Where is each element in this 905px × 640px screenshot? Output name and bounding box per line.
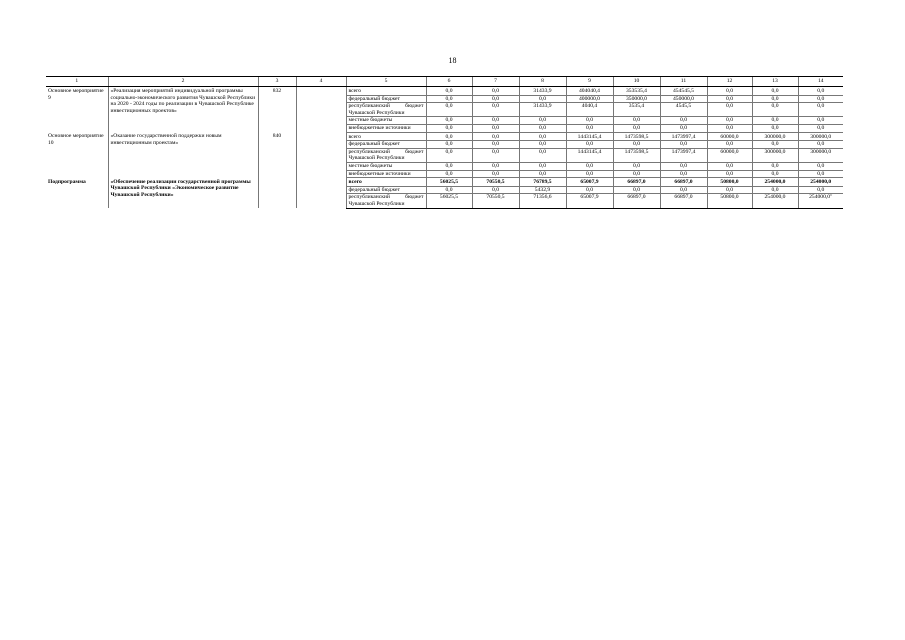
- measure-name-cell: Подпрограмма: [48, 178, 86, 185]
- responsible-code-cell: 840: [258, 132, 296, 178]
- amount-cell: 0,0: [707, 124, 752, 132]
- amount-cell: 454545,5: [660, 87, 707, 96]
- amount-cell: 254000,0: [752, 178, 798, 187]
- amount-cell: 0,0: [472, 186, 519, 194]
- header-cell: 9: [566, 77, 613, 87]
- amount-cell: 0,0: [519, 148, 566, 162]
- amount-cell: 0,0: [707, 87, 752, 96]
- measure-description-cell: «Оказание государственной поддержки новым инвестиционным проектам»: [108, 132, 258, 178]
- amount-cell: 404040,4: [566, 87, 613, 96]
- amount-cell: 0,0: [660, 117, 707, 125]
- amount-cell: 60000,0: [707, 132, 752, 141]
- amount-cell: 0,0: [707, 117, 752, 125]
- amount-cell: 0,0: [660, 124, 707, 132]
- amount-cell: 0,0: [798, 186, 843, 194]
- amount-cell: 0,0: [613, 124, 660, 132]
- measure-description-cell: «Реализация мероприятий индивидуальной программы социально-экономического развития Чувашской Республики на 2020 - 2024 годы по реализации в Чувашской Республике инвестиционных проектов»: [108, 87, 258, 133]
- measure-name-cell: Основное мероприятие 9: [48, 88, 104, 101]
- amount-cell: 0,0: [707, 170, 752, 178]
- amount-cell: 0,0: [660, 141, 707, 149]
- page-number: 18: [448, 56, 457, 65]
- amount-cell: 0,0: [660, 186, 707, 194]
- funding-source-cell: федеральный бюджет: [346, 95, 426, 103]
- amount-cell: 50800,0: [707, 194, 752, 208]
- amount-cell: 0,0: [472, 141, 519, 149]
- amount-cell: 1443145,4: [566, 132, 613, 141]
- header-cell: 10: [613, 77, 660, 87]
- funding-source-cell: внебюджетные источники: [346, 124, 426, 132]
- amount-cell: 300000,0: [752, 148, 798, 162]
- responsible-code-cell: [258, 178, 296, 208]
- amount-cell: 0,0: [752, 117, 798, 125]
- amount-cell: 0,0: [426, 132, 472, 141]
- amount-cell: 300000,0: [798, 148, 843, 162]
- measure-block: [46, 87, 843, 133]
- amount-cell: 0,0: [752, 103, 798, 117]
- amount-cell: 0,0: [752, 141, 798, 149]
- amount-cell: 4040,4: [566, 103, 613, 117]
- header-cell: 8: [519, 77, 566, 87]
- table-header: [46, 77, 843, 87]
- amount-cell: 0,0: [472, 117, 519, 125]
- amount-cell: 450000,0: [660, 95, 707, 103]
- amount-cell: 254000,0: [752, 194, 798, 208]
- amount-cell: 0,0: [519, 162, 566, 170]
- amount-cell: 0,0: [707, 95, 752, 103]
- amount-cell: 0,0: [519, 141, 566, 149]
- code-cell: [296, 132, 346, 178]
- table-row: [46, 87, 843, 96]
- amount-cell: 0,0: [472, 95, 519, 103]
- header-cell: 6: [426, 77, 472, 87]
- amount-cell: 0,0: [426, 186, 472, 194]
- amount-cell: 0,0: [519, 132, 566, 141]
- amount-cell: 65007,9: [566, 194, 613, 208]
- header-cell: 7: [472, 77, 519, 87]
- budget-table: [46, 76, 843, 209]
- amount-cell: 60000,0: [707, 148, 752, 162]
- amount-cell: 350000,0: [613, 95, 660, 103]
- amount-cell: 0,0: [752, 186, 798, 194]
- header-cell: 2: [108, 77, 258, 87]
- amount-cell: 0,0: [566, 117, 613, 125]
- measure-block: [46, 178, 843, 208]
- header-cell: 5: [346, 77, 426, 87]
- amount-cell: 300000,0: [752, 132, 798, 141]
- amount-cell: 0,0: [426, 162, 472, 170]
- header-row: [46, 77, 843, 87]
- amount-cell: 0,0: [472, 132, 519, 141]
- amount-cell: 1473997,4: [660, 148, 707, 162]
- amount-cell: 0,0: [752, 87, 798, 96]
- amount-cell: 0,0: [426, 148, 472, 162]
- amount-cell: 3535,4: [613, 103, 660, 117]
- amount-cell: 65007,9: [566, 178, 613, 187]
- funding-source-cell: всего: [346, 178, 426, 187]
- amount-cell: 0,0: [566, 141, 613, 149]
- code-cell: [296, 178, 346, 208]
- amount-cell: 0,0: [566, 170, 613, 178]
- amount-cell: 70550,5: [472, 194, 519, 208]
- amount-cell: 5432,9: [519, 186, 566, 194]
- responsible-code-cell: 832: [258, 87, 296, 133]
- amount-cell: 0,0: [426, 141, 472, 149]
- amount-cell: 1443145,4: [566, 148, 613, 162]
- amount-cell: 353535,4: [613, 87, 660, 96]
- amount-cell: 0,0: [472, 124, 519, 132]
- amount-cell: 50800,0: [707, 178, 752, 187]
- funding-source-cell: республиканский бюджет Чувашской Республики: [346, 148, 426, 162]
- amount-cell: 0,0: [707, 186, 752, 194]
- amount-cell: 1473997,4: [660, 132, 707, 141]
- amount-cell: 0,0: [752, 95, 798, 103]
- amount-cell: 0,0: [519, 117, 566, 125]
- amount-cell: 0,0: [426, 124, 472, 132]
- amount-cell: 0,0: [426, 95, 472, 103]
- header-cell: 1: [46, 77, 108, 87]
- amount-cell: 0,0: [566, 124, 613, 132]
- amount-cell: 0,0: [613, 170, 660, 178]
- amount-cell: 1473598,5: [613, 132, 660, 141]
- amount-cell: 0,0: [752, 162, 798, 170]
- amount-cell: 0,0: [707, 141, 752, 149]
- measure-name-cell: Основное мероприятие 10: [48, 133, 104, 146]
- amount-cell: 254000,0: [798, 178, 843, 187]
- amount-cell: 76789,5: [519, 178, 566, 187]
- amount-cell: 31433,9: [519, 87, 566, 96]
- amount-cell: 0,0: [519, 124, 566, 132]
- funding-source-cell: всего: [346, 87, 426, 96]
- header-cell: 13: [752, 77, 798, 87]
- amount-cell: 4545,5: [660, 103, 707, 117]
- amount-cell: 0,0: [426, 170, 472, 178]
- amount-cell: 0,0: [519, 95, 566, 103]
- funding-source-cell: республиканский бюджет Чувашской Республики: [346, 103, 426, 117]
- measure-block: [46, 132, 843, 178]
- code-cell: [296, 87, 346, 133]
- amount-cell: 0,0: [798, 162, 843, 170]
- table-row: [46, 178, 843, 187]
- amount-cell: 0,0: [613, 186, 660, 194]
- amount-cell: 0,0: [798, 141, 843, 149]
- header-cell: 12: [707, 77, 752, 87]
- funding-source-cell: внебюджетные источники: [346, 170, 426, 178]
- amount-cell: 0,0: [472, 162, 519, 170]
- funding-source-cell: местные бюджеты: [346, 162, 426, 170]
- header-cell: 11: [660, 77, 707, 87]
- amount-cell: 1473598,5: [613, 148, 660, 162]
- amount-cell: 0,0: [519, 170, 566, 178]
- amount-cell: 56025,5: [426, 178, 472, 187]
- amount-cell: 0,0: [472, 170, 519, 178]
- table-row: [46, 132, 843, 141]
- amount-cell: 66897,0: [660, 194, 707, 208]
- funding-source-cell: федеральный бюджет: [346, 186, 426, 194]
- amount-cell: 0,0: [798, 170, 843, 178]
- amount-cell: 0,0: [472, 87, 519, 96]
- amount-cell: 0,0: [566, 162, 613, 170]
- amount-cell: 70550,5: [472, 178, 519, 187]
- amount-cell: 0,0: [426, 117, 472, 125]
- amount-cell: 56025,5: [426, 194, 472, 208]
- header-cell: 3: [258, 77, 296, 87]
- amount-cell: 31433,9: [519, 103, 566, 117]
- header-cell: 14: [798, 77, 843, 87]
- funding-source-cell: республиканский бюджет Чувашской Республики: [346, 194, 426, 208]
- amount-cell: 0,0: [707, 162, 752, 170]
- amount-cell: 0,0: [660, 170, 707, 178]
- amount-cell: 0,0: [426, 87, 472, 96]
- amount-cell: 0,0: [798, 87, 843, 96]
- amount-cell: 0,0: [707, 103, 752, 117]
- amount-cell: 0,0: [566, 186, 613, 194]
- amount-cell: 66897,0: [613, 178, 660, 187]
- amount-cell: 254000,0": [798, 194, 843, 208]
- amount-cell: 0,0: [752, 124, 798, 132]
- amount-cell: 0,0: [472, 148, 519, 162]
- amount-cell: 0,0: [426, 103, 472, 117]
- funding-source-cell: федеральный бюджет: [346, 141, 426, 149]
- amount-cell: 0,0: [798, 95, 843, 103]
- measure-description-cell: «Обеспечение реализации государственной программы Чувашской Республики «Экономическое развитие Чувашской Республики»: [108, 178, 258, 208]
- amount-cell: 0,0: [472, 103, 519, 117]
- amount-cell: 0,0: [613, 162, 660, 170]
- amount-cell: 71356,6: [519, 194, 566, 208]
- amount-cell: 66897,0: [660, 178, 707, 187]
- amount-cell: 300000,0: [798, 132, 843, 141]
- header-cell: 4: [296, 77, 346, 87]
- amount-cell: 0,0: [752, 170, 798, 178]
- amount-cell: 0,0: [798, 103, 843, 117]
- amount-cell: 400000,0: [566, 95, 613, 103]
- amount-cell: 0,0: [613, 141, 660, 149]
- amount-cell: 66897,0: [613, 194, 660, 208]
- amount-cell: 0,0: [613, 117, 660, 125]
- funding-source-cell: всего: [346, 132, 426, 141]
- amount-cell: 0,0: [798, 124, 843, 132]
- amount-cell: 0,0: [798, 117, 843, 125]
- amount-cell: 0,0: [660, 162, 707, 170]
- funding-source-cell: местные бюджеты: [346, 117, 426, 125]
